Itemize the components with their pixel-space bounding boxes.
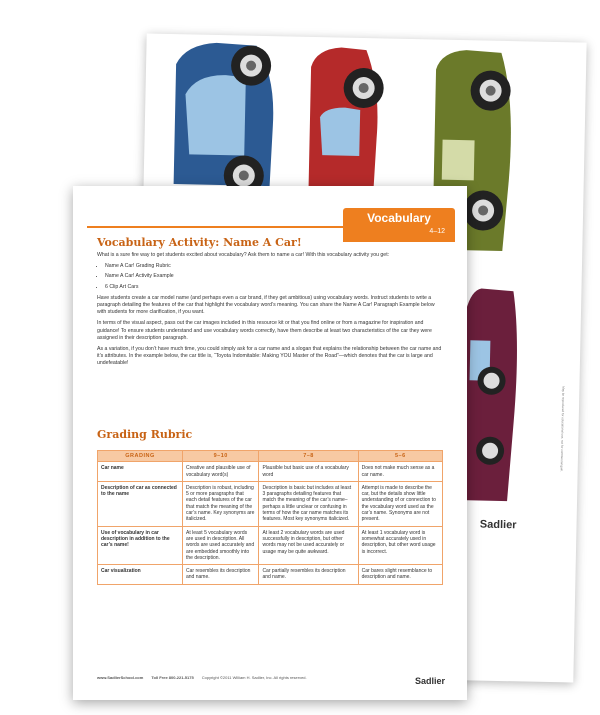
back-side-note: May be reproduced for educational use, not for commercial gain. <box>559 386 566 473</box>
sadlier-logo: Sadlier <box>414 676 445 686</box>
table-header: 5–6 <box>358 451 442 462</box>
table-cell: Use of vocabulary in car description in addition to the car’s name! <box>98 526 183 564</box>
back-sadlier-logo: Sadlier <box>479 518 517 532</box>
paragraph: Have students create a car model name (and perhaps even a car brand, if they get ambitious) using vocabulary words. Instruct students to write a paragraph detailing the features of the car that highlight the vocabulary word’s meaning. You can share the Name A Car! Paragraph Example below with students for more clarification, if you want. <box>97 294 435 316</box>
table-row <box>98 526 443 564</box>
table-cell: Description is robust, including 5 or more paragraphs that each detail features of the car that match the meaning of the car’s name. Key synonyms are italicized. <box>183 481 259 526</box>
grading-rubric-table <box>97 450 443 585</box>
table-cell: At least 2 vocabulary words are used successfully in description, but other words may not be used accurately or usage may be quite awkward. <box>259 526 358 564</box>
table-cell: Car bares slight resemblance to description and name. <box>358 565 442 585</box>
table-cell: Attempt is made to describe the car, but the details show little understanding of or connection to the vocabulary word used as the car’s name. Synonyms are not present. <box>358 481 442 526</box>
table-row <box>98 462 443 482</box>
table-cell: At least 5 vocabulary words are used in description. All words are used accurately and are embedded smoothly into the description. <box>183 526 259 564</box>
list-item: • Name A Car! Grading Rubric <box>105 263 445 270</box>
table-header-row <box>98 451 443 462</box>
included-list <box>97 263 445 291</box>
table-cell: Car resembles its description and name. <box>183 565 259 585</box>
table-cell: Car visualization <box>98 565 183 585</box>
footer-phone: Toll Free 800-221-5175 <box>151 675 194 680</box>
intro-paragraph: What is a sure fire way to get students excited about vocabulary? Ask them to name a car! With this vocabulary activity you get: <box>97 252 390 258</box>
tab-title: Vocabulary <box>367 211 431 225</box>
footer-copyright: Copyright ©2011 William H. Sadlier, Inc. All rights reserved. <box>201 675 307 680</box>
table-header: 7–8 <box>259 451 358 462</box>
table-cell: At least 1 vocabulary word is somewhat accurately used in description, but other word usage is incorrect. <box>358 526 442 564</box>
table-header: GRADING <box>98 451 183 462</box>
list-item: • Name A Car! Activity Example <box>105 273 445 280</box>
rubric-heading: Grading Rubric <box>97 428 193 441</box>
header-rule <box>87 226 455 228</box>
paragraph: As a variation, if you don’t have much time, you could simply ask for a car name and a slogan that explains the relationship between the car name and it’s attributes. In the example below, the car title is, “Toyota Indomitable: Making YOU Master of the Road”—which denotes that the car is large and undefeatable! <box>97 346 442 367</box>
page-footer <box>97 675 445 680</box>
blue-car-icon <box>173 42 274 196</box>
table-cell: Does not make much sense as a car name. <box>358 462 442 482</box>
table-cell: Description of car as connected to the name <box>98 481 183 526</box>
activity-body <box>97 252 445 372</box>
list-item: • 6 Clip Art Cars <box>105 284 445 291</box>
maroon-car-icon <box>462 288 518 501</box>
table-header: 9–10 <box>183 451 259 462</box>
red-car-icon <box>309 47 385 188</box>
table-cell: Car partially resembles its description and name. <box>259 565 358 585</box>
table-cell: Plausible but basic use of a vocabulary word <box>259 462 358 482</box>
table-row <box>98 565 443 585</box>
vocabulary-tab <box>343 208 455 242</box>
table-cell: Car name <box>98 462 183 482</box>
tab-grade: 4–12 <box>429 228 445 235</box>
table-cell: Creative and plausible use of vocabulary word(s) <box>183 462 259 482</box>
front-worksheet-sheet <box>73 186 467 700</box>
table-row <box>98 481 443 526</box>
activity-title: Vocabulary Activity: Name A Car! <box>97 236 302 249</box>
footer-website: www.SadlierSchool.com <box>97 675 144 680</box>
paragraph: In terms of the visual aspect, pass out the car images included in this resource kit or that you find online or from a magazine for inspiration and guidance! To ensure students understand and use vocabulary words correctly, have them describe at least two characteristics of the car they were assigned in their description paragraph. <box>97 320 432 341</box>
table-cell: Description is basic but includes at least 3 paragraphs detailing features that match the meaning of the car’s name–perhaps a little unclear or confusing in terms of how the car name matches its features. Most key synonyms italicized. <box>259 481 358 526</box>
